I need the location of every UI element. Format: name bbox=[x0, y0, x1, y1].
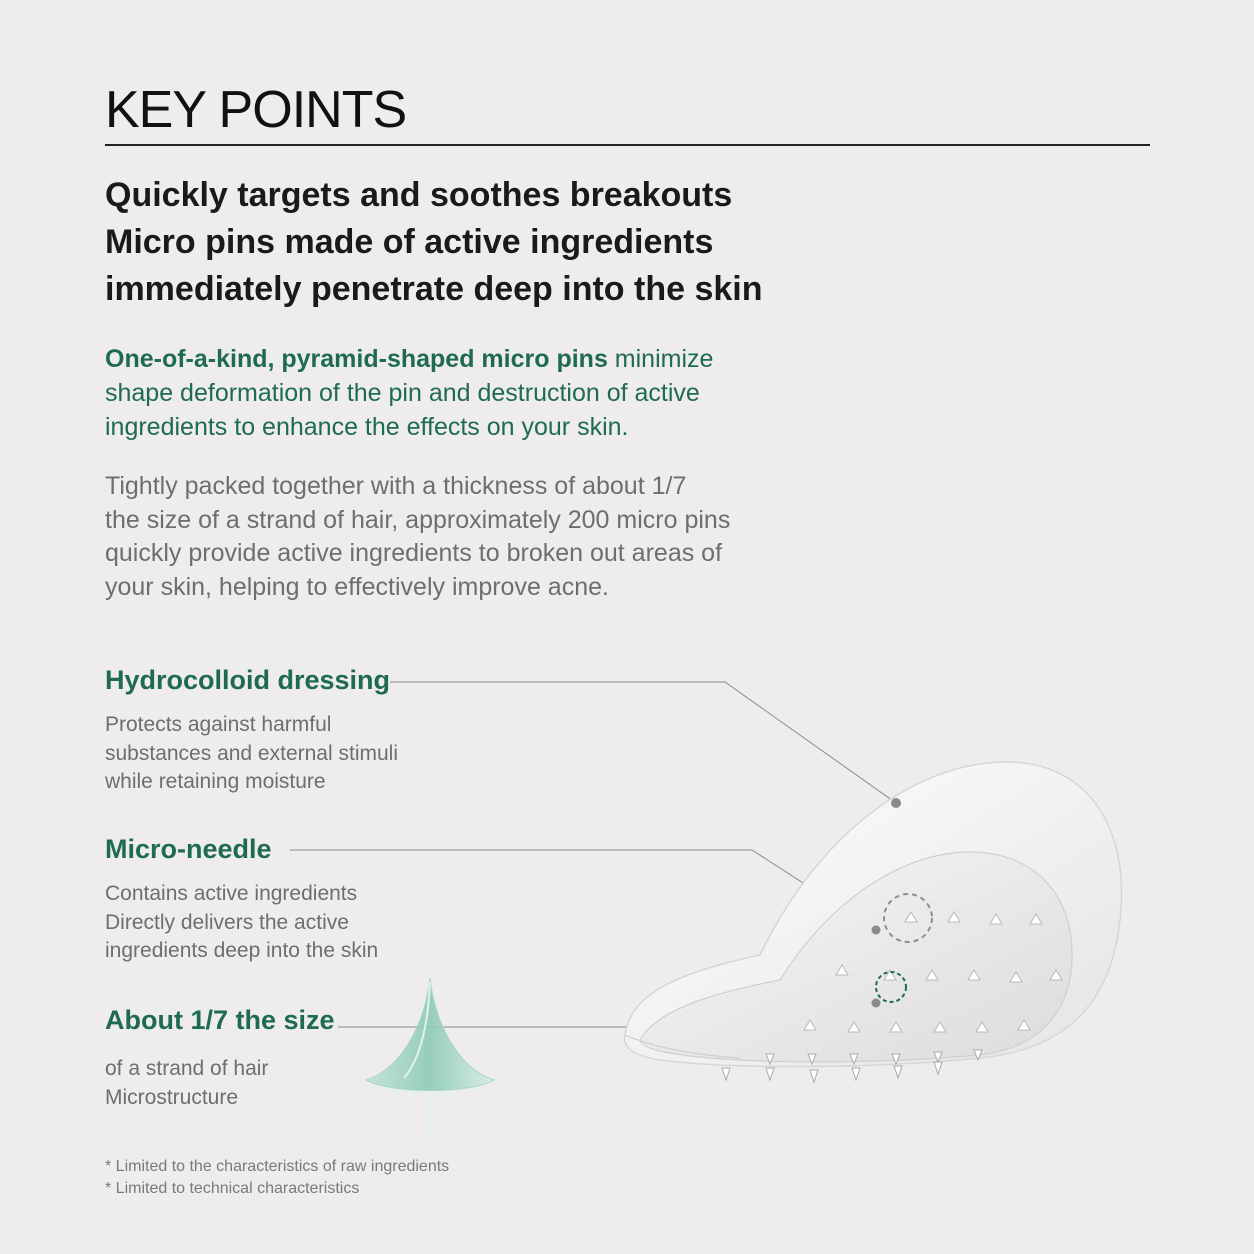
micro-pin-cone-illustration bbox=[366, 978, 494, 1140]
feature-desc-line: of a strand of hair bbox=[105, 1057, 269, 1080]
footnote: * Limited to the characteristics of raw ingredients bbox=[105, 1158, 450, 1175]
patch-illustration bbox=[625, 762, 1122, 1082]
paragraph-text: the size of a strand of hair, approximately 200 micro pins bbox=[105, 505, 731, 534]
page-title: KEY POINTS bbox=[105, 81, 407, 139]
paragraph-text: quickly provide active ingredients to broken out areas of bbox=[105, 539, 723, 567]
headline-line: Micro pins made of active ingredients bbox=[105, 223, 714, 261]
leader-line-hydrocolloid bbox=[390, 682, 896, 803]
paragraph-text: your skin, helping to effectively improve acne. bbox=[105, 572, 609, 601]
footnote: * Limited to technical characteristics bbox=[105, 1180, 360, 1197]
feature-desc-line: substances and external stimuli bbox=[105, 741, 398, 765]
feature-desc-line: Microstructure bbox=[105, 1085, 239, 1109]
paragraph-text: minimize bbox=[607, 345, 714, 373]
pyramid-pins-highlight: One-of-a-kind, pyramid-shaped micro pins bbox=[105, 345, 608, 373]
feature-desc-line: Directly delivers the active bbox=[105, 910, 349, 934]
headline-line: immediately penetrate deep into the skin bbox=[105, 270, 763, 308]
feature-desc-line: ingredients deep into the skin bbox=[105, 939, 379, 962]
feature-desc-line: Contains active ingredients bbox=[105, 882, 358, 905]
feature-desc-line: while retaining moisture bbox=[105, 770, 326, 793]
feature-desc-line: Protects against harmful bbox=[105, 713, 332, 736]
paragraph-text: shape deformation of the pin and destruction of active bbox=[105, 379, 700, 407]
paragraph-text: ingredients to enhance the effects on your skin. bbox=[105, 413, 629, 441]
feature-title-hydrocolloid: Hydrocolloid dressing bbox=[105, 665, 391, 695]
headline-line: Quickly targets and soothes breakouts bbox=[105, 176, 733, 214]
feature-title-size: About 1/7 the size bbox=[105, 1005, 335, 1035]
feature-title-micro-needle: Micro-needle bbox=[105, 834, 272, 864]
paragraph-text: Tightly packed together with a thickness of about 1/7 bbox=[105, 472, 687, 500]
